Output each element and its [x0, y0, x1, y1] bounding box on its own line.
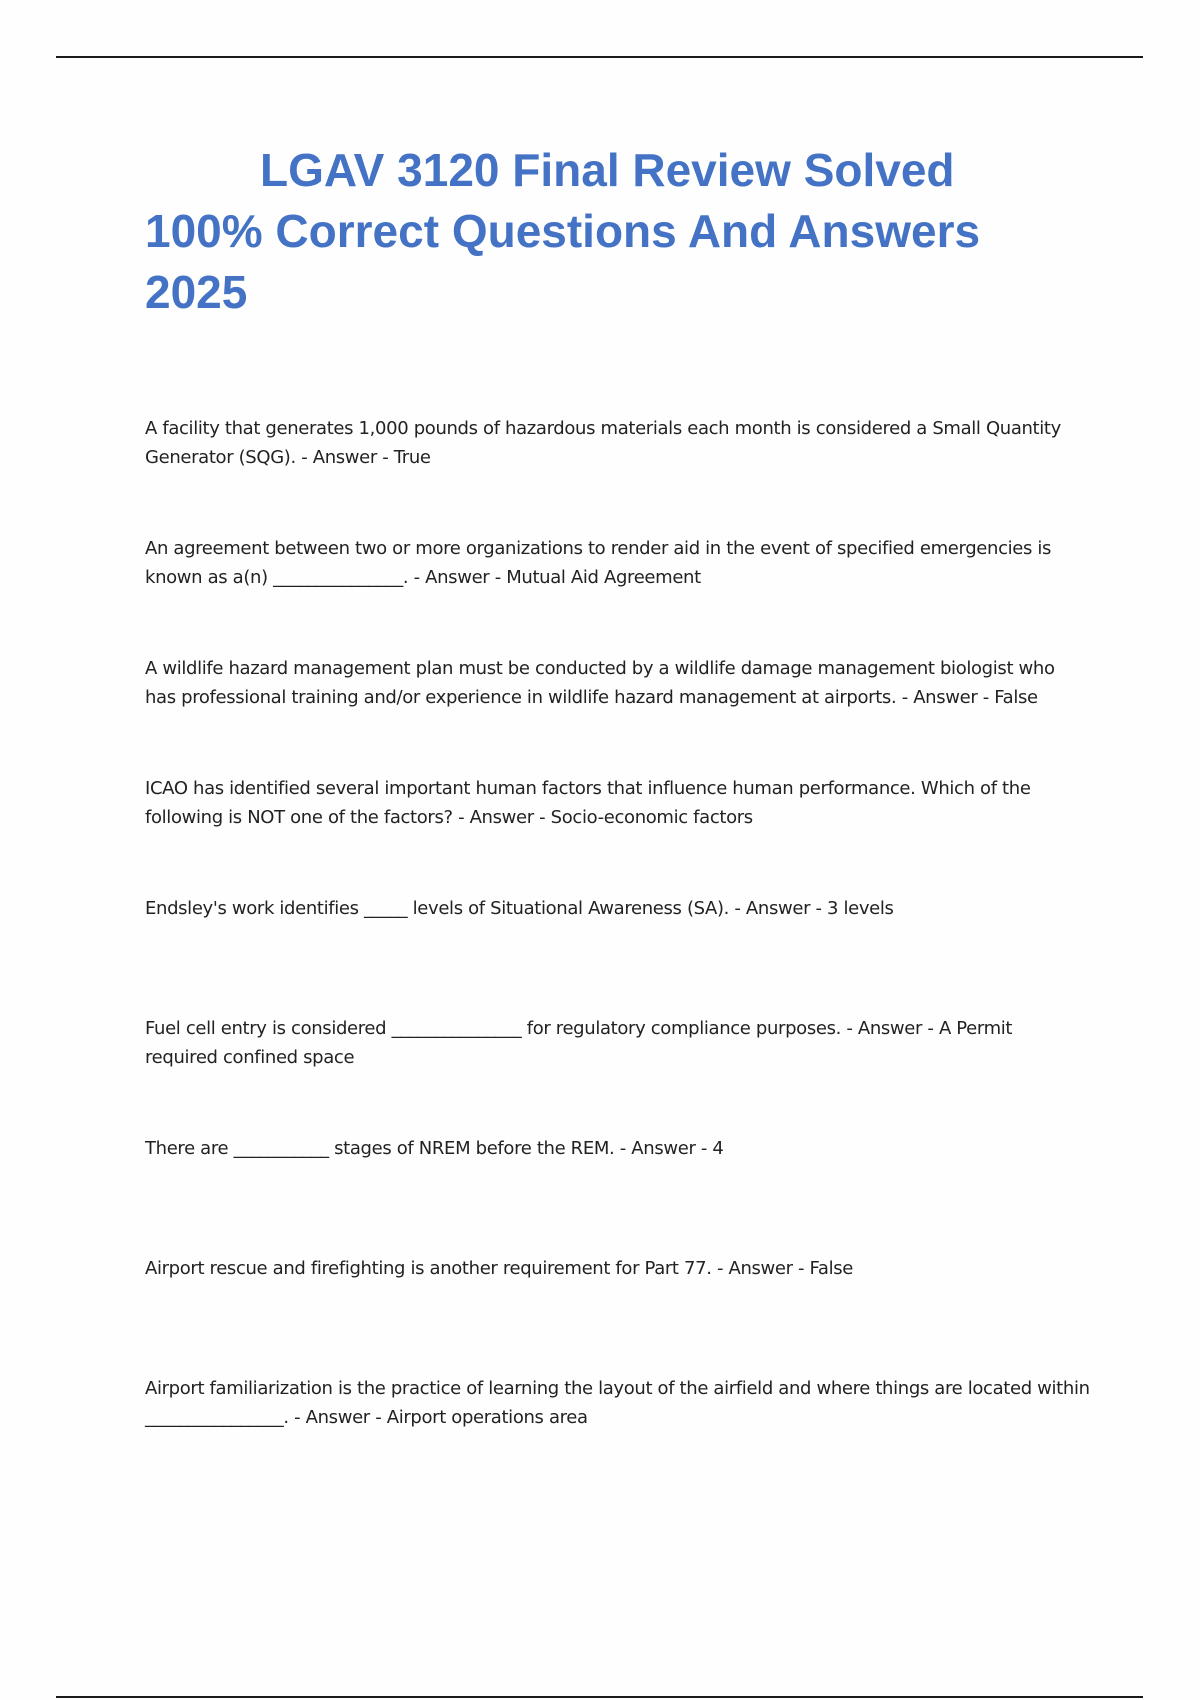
qa-item: A facility that generates 1,000 pounds of hazardous materials each month is considered a Small Quantity Generator (SQG). - Answer - True: [145, 418, 1061, 468]
qa-item: There are ___________ stages of NREM before the REM. - Answer - 4: [145, 1138, 724, 1159]
qa-item: An agreement between two or more organizations to render aid in the event of specified emergencies is known as a(n) _______________. - Answer - Mutual Aid Agreement: [145, 538, 1052, 588]
qa-item: Endsley's work identifies _____ levels of Situational Awareness (SA). - Answer - 3 levels: [145, 898, 894, 919]
qa-item: Airport rescue and firefighting is another requirement for Part 77. - Answer - False: [145, 1258, 853, 1279]
qa-item: ICAO has identified several important human factors that influence human performance. Which of the following is NOT one of the factors? - Answer - Socio-economic factors: [145, 778, 1031, 828]
qa-item: Fuel cell entry is considered _______________ for regulatory compliance purposes. - Answer - A Permit required confined space: [145, 1018, 1013, 1068]
qa-list: [145, 414, 1090, 1494]
qa-item: Airport familiarization is the practice of learning the layout of the airfield and where things are located within ________________. - Answer - Airport operations area: [145, 1378, 1090, 1428]
top-rule: [56, 56, 1143, 58]
document-title: LGAV 3120 Final Review Solved 100% Correct Questions And Answers 2025: [145, 144, 981, 318]
bottom-rule: [56, 1696, 1143, 1698]
qa-item: A wildlife hazard management plan must be conducted by a wildlife damage management biologist who has professional training and/or experience in wildlife hazard management at airports. - Answer - False: [145, 658, 1055, 708]
